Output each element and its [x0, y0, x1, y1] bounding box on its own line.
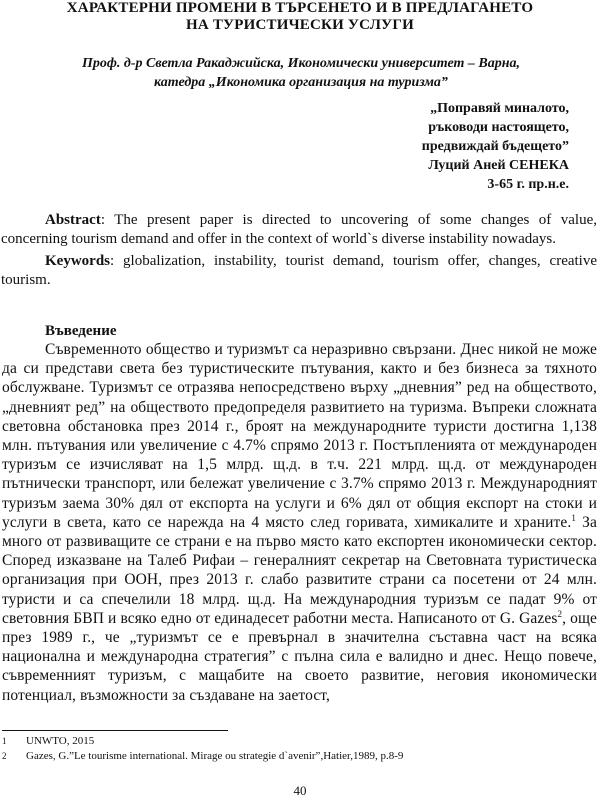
abstract-text: : The present paper is directed to uncovering of some changes of value, concerning tourism demand and offer in the context of world`s diverse instability nowadays. — [1, 212, 597, 247]
keywords-paragraph — [1, 252, 597, 290]
footnotes — [2, 734, 597, 764]
footnote-ref-2[interactable]: 2 — [557, 608, 563, 619]
body-text-part-1: Съвременното общество и туризмът са неразривно свързани. Днес никой не може да си представи света без туристическите пътувания, както и без бизнеса за тяхното обслужване. Туризмът се отразява непосредствено върху „дневния” ред на обществото, „дневният ред” на обществото предопределя развитието на туризма. Въпреки сложната световна обстановка през 2014 г., броят на международните туристи достигна 1,138 млн. пътувания или увеличение с 4.7% спрямо 2013 г. Постъпленията от международен туризъм се изчисляват на 1,5 млрд. щ.д. в т.ч. 221 млрд. щ.д. от международен пътнически транспорт, или бележат увеличение с 3.7% спрямо 2013 г. Международният туризъм заема 30% дял от експорта на услуги и 6% дял от общия експорт на стоки и услуги в света, като се нарежда на 4 място след горивата, химикалите и храните. — [2, 341, 597, 531]
author-affiliation — [18, 54, 584, 92]
body-text-part-2: За много от развиващите се страни е на първо място като експортен икономически сектор. Според изказване на Талеб Рифаи – генералният секретар на Световната туристическа организация при ООН, през 2013 г. слабо развитите страни са посетени от 24 млн. туристи и са спечелили 18 млрд. щ.д. На международния туризъм се падат 9% от световния БВП и всяко едно от единадесет работни места. Написаното от G. Gazes — [2, 513, 597, 627]
author-line-2: катедра „Икономика организация на туризма” — [154, 75, 448, 90]
footnote-number: 1 — [2, 736, 7, 746]
epigraph-author: Луций Аней СЕНЕКА — [428, 158, 569, 173]
epigraph-date: 3-65 г. пр.н.е. — [487, 177, 569, 192]
epigraph-line-1: „Поправяй миналото, — [430, 101, 569, 116]
abstract-label: Abstract — [45, 212, 101, 228]
keywords-label: Keywords — [45, 253, 110, 269]
footnote-text: UNWTO, 2015 — [26, 735, 95, 747]
paper-title-line-2: НА ТУРИСТИЧЕСКИ УСЛУГИ — [185, 17, 414, 33]
author-line-1: Проф. д-р Светла Ракаджийска, Икономически университет – Варна, — [82, 56, 520, 71]
paper-title — [0, 0, 600, 34]
abstract-block — [1, 211, 597, 290]
section-heading: Въведение — [45, 323, 117, 339]
keywords-text: : globalization, instability, tourist demand, tourism offer, changes, creative tourism. — [1, 253, 597, 288]
footnote-2 — [2, 749, 597, 764]
epigraph-line-3: предвиждай бъдещето” — [421, 139, 569, 154]
abstract-paragraph — [1, 211, 597, 249]
epigraph-line-2: ръководи настоящето, — [428, 120, 569, 135]
body-text-part-3: , още през 1989 г., че „туризмът се е превърнал в значителна съставна част на всяка национална и международна стратегия” с пълна сила е валидно и днес. Нещо повече, съвременният туризъм, с мащабите на своето развитие, неговия икономически потенциал, възможности за създаване на заетост, — [2, 609, 597, 704]
paper-title-line-1: ХАРАКТЕРНИ ПРОМЕНИ В ТЪРСЕНЕТО И В ПРЕДЛАГАНЕТО — [66, 0, 534, 16]
body-paragraph — [2, 340, 597, 705]
footnote-text: Gazes, G.”Le tourisme international. Mirage ou strategie d`avenir”,Hatier,1989, p.8-9 — [26, 750, 404, 762]
page-number: 40 — [293, 783, 307, 798]
footnote-separator — [2, 730, 228, 731]
epigraph — [422, 99, 569, 194]
footnote-number: 2 — [2, 751, 7, 761]
footnote-ref-1[interactable]: 1 — [571, 512, 576, 523]
footnote-1 — [2, 734, 597, 749]
